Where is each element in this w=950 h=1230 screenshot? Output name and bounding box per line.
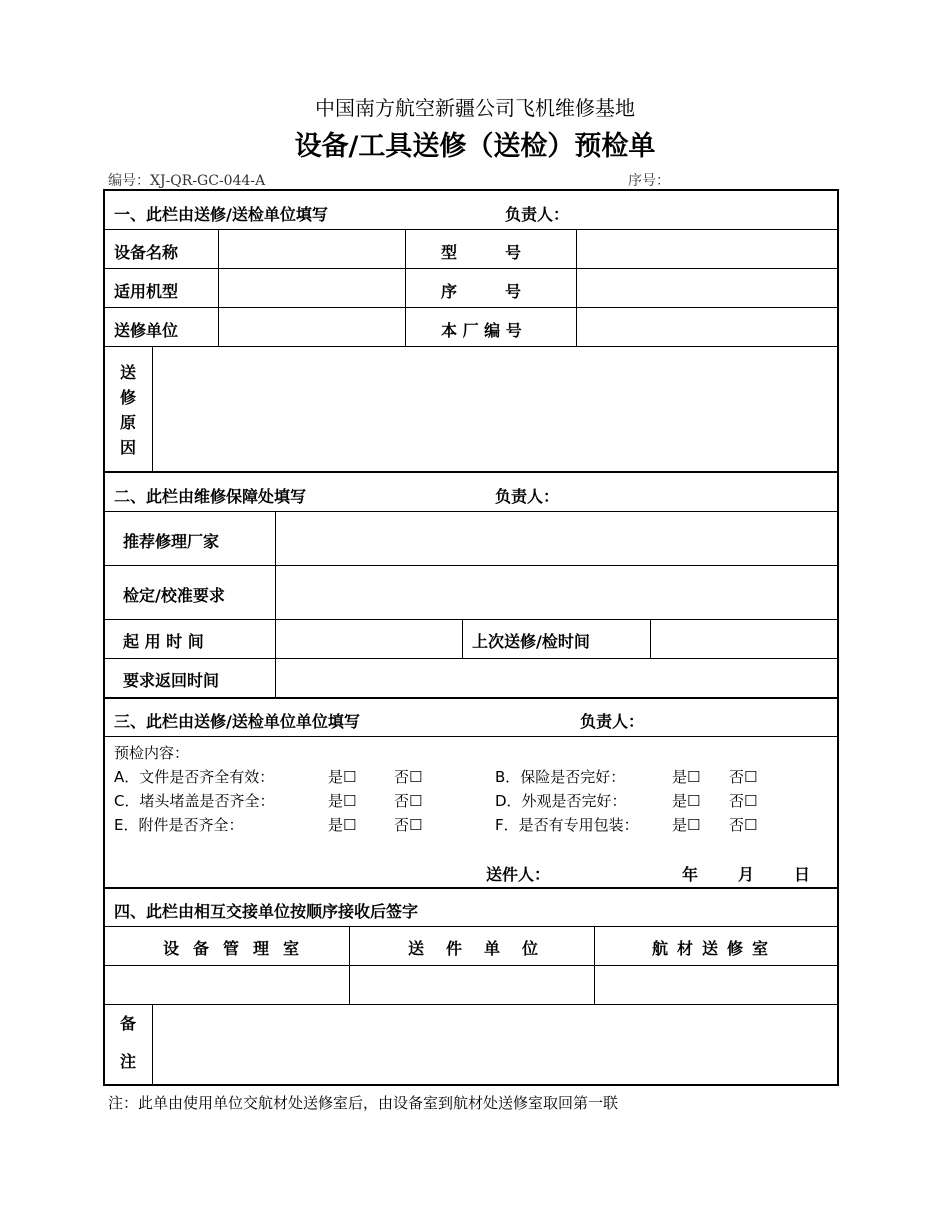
remark-char-1: 备 (120, 1014, 137, 1033)
check-e-no[interactable]: 否☐ (394, 816, 423, 834)
aircraft-type-label: 适用机型 (114, 282, 179, 301)
reason-char-4: 因 (119, 438, 136, 457)
calibration-label: 检定/校准要求 (123, 586, 225, 605)
section3-responsible: 负责人： (580, 712, 645, 731)
footer-note: 注：此单由使用单位交航材处送修室后，由设备室到航材处送修室取回第一联 (108, 1094, 619, 1112)
reason-char-2: 修 (119, 388, 136, 407)
remark-char-2: 注 (120, 1052, 137, 1071)
return-time-label: 要求返回时间 (123, 671, 220, 690)
reason-char-1: 送 (119, 363, 136, 382)
reason-char-3: 原 (119, 413, 136, 432)
start-time-label: 起 用 时 间 (123, 632, 204, 651)
serial-label: 序号： (628, 173, 670, 189)
sending-unit-label: 送修单位 (114, 321, 179, 340)
check-f-yes[interactable]: 是☐ (672, 816, 701, 834)
check-f-no[interactable]: 否☐ (729, 816, 758, 834)
factory-number-label: 本 厂 编 号 (441, 321, 522, 340)
precheck-content-label: 预检内容： (114, 744, 190, 762)
section3-title: 三、此栏由送修/送检单位单位填写 (114, 712, 360, 731)
check-item-f: F．是否有专用包装： (495, 816, 639, 834)
check-item-c: C．堵头堵盖是否齐全： (114, 792, 275, 810)
form-table (103, 189, 839, 1086)
form-code: 编号：XJ-QR-GC-044-A (108, 173, 266, 189)
section2-title: 二、此栏由维修保障处填写 (114, 487, 307, 506)
check-c-no[interactable]: 否☐ (394, 792, 423, 810)
model-label: 型 号 (441, 243, 522, 262)
check-item-a: A．文件是否齐全有效： (114, 768, 275, 786)
sender-label: 送件人： (486, 865, 551, 884)
col-sending-unit: 送件单位 (408, 939, 561, 958)
check-d-yes[interactable]: 是☐ (672, 792, 701, 810)
section1-title: 一、此栏由送修/送检单位填写 (114, 205, 328, 224)
check-a-no[interactable]: 否☐ (394, 768, 423, 786)
day-label: 日 (794, 865, 811, 884)
equipment-name-label: 设备名称 (114, 243, 179, 262)
check-b-yes[interactable]: 是☐ (672, 768, 701, 786)
col-equipment-room: 设备管理室 (163, 939, 314, 958)
check-a-yes[interactable]: 是☐ (328, 768, 357, 786)
manufacturer-label: 推荐修理厂家 (123, 532, 220, 551)
last-repair-time-label: 上次送修/检时间 (472, 632, 590, 651)
section4-title: 四、此栏由相互交接单位按顺序接收后签字 (114, 902, 419, 921)
serial-number-label: 序 号 (441, 282, 522, 301)
check-item-e: E．附件是否齐全： (114, 816, 244, 834)
year-label: 年 (682, 865, 699, 884)
form-title: 设备/工具送修（送检）预检单 (294, 131, 656, 162)
section2-responsible: 负责人： (495, 487, 560, 506)
check-c-yes[interactable]: 是☐ (328, 792, 357, 810)
col-material-repair-room: 航材送修室 (652, 939, 778, 958)
month-label: 月 (738, 865, 755, 884)
check-item-d: D．外观是否完好： (495, 792, 627, 810)
check-item-b: B．保险是否完好： (495, 768, 626, 786)
check-d-no[interactable]: 否☐ (729, 792, 758, 810)
company-name: 中国南方航空新疆公司飞机维修基地 (315, 96, 635, 120)
section1-responsible: 负责人： (505, 205, 570, 224)
check-b-no[interactable]: 否☐ (729, 768, 758, 786)
check-e-yes[interactable]: 是☐ (328, 816, 357, 834)
